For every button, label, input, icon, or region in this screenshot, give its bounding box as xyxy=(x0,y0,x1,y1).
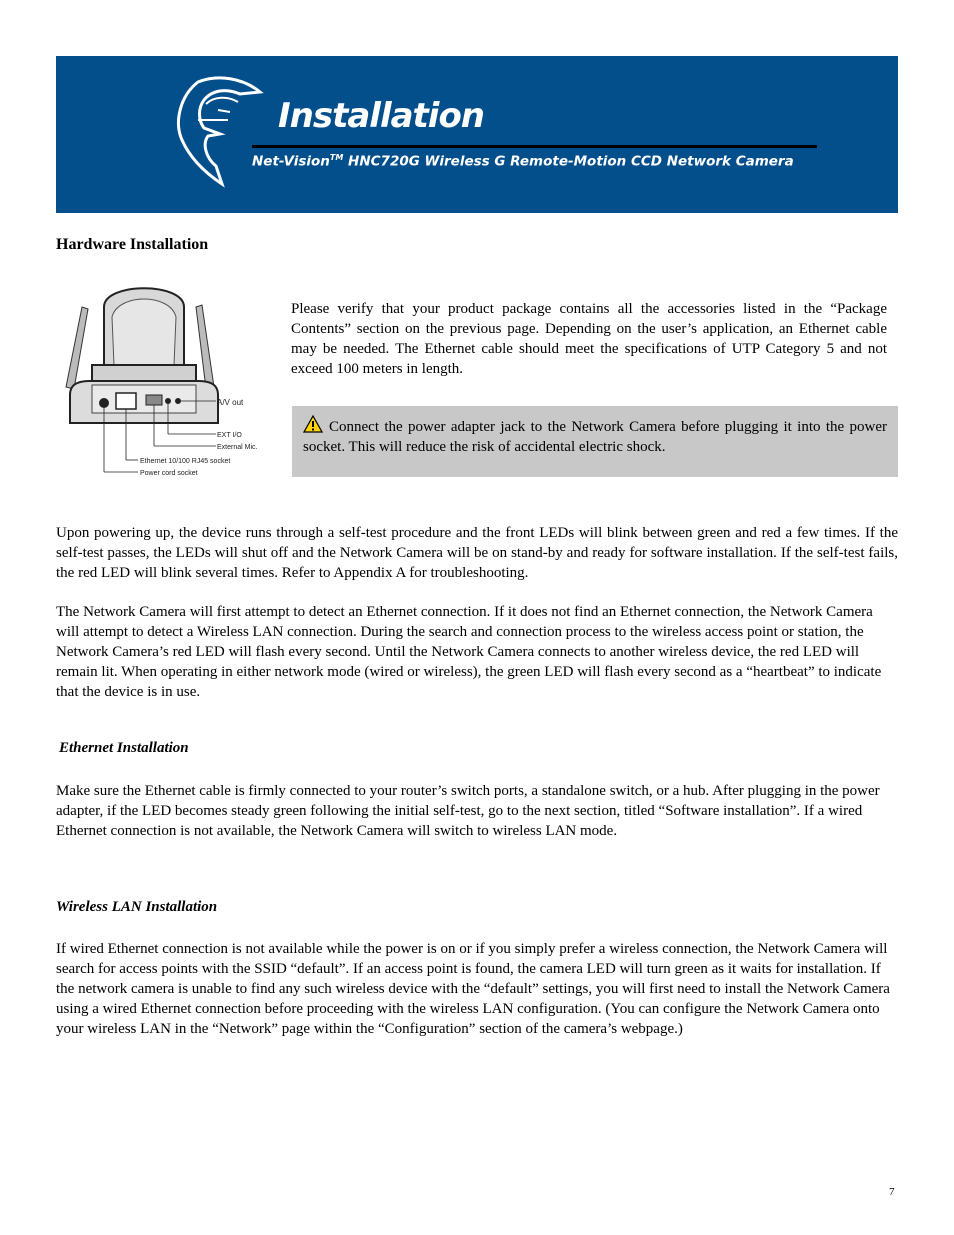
ethernet-installation-paragraph: Make sure the Ethernet cable is firmly connected to your router’s switch ports, a standalone switch, or a hub. After plugging in the power adapter, if the LED becomes steady green following the initial self-test, go to the next section, titled “Software installation”. If a wired Ethernet connection is not available, the Network Camera will switch to wireless LAN mode. xyxy=(56,783,880,839)
camera-rear-panel-diagram xyxy=(56,277,272,483)
brand-name: Net-Vision xyxy=(252,153,330,170)
power-socket-label: Power cord socket xyxy=(140,470,198,477)
banner-subtitle xyxy=(252,153,794,170)
hardware-installation-heading: Hardware Installation xyxy=(56,236,209,253)
wireless-installation-paragraph: If wired Ethernet connection is not available while the power is on or if you simply prefer a wireless connection, the Network Camera will search for access points with the SSID “default”. If an access point is found, the camera LED will turn green as it waits for installation. If the network camera is unable to find any such wireless device with the “default” settings, you will first need to install the Network Camera using a wired Ethernet connection before proceeding with the wireless LAN configuration. (You can configure the Network Camera onto your wireless LAN in the “Network” page within the “Configuration” section of the camera’s webpage.) xyxy=(56,941,890,1037)
eagle-logo-icon xyxy=(168,74,273,189)
trademark-mark: TM xyxy=(329,153,344,162)
self-test-paragraph: Upon powering up, the device runs through a self-test procedure and the front LEDs will blink between green and red a few times. If the self-test passes, the LEDs will shut off and the Network Camera will be on stand-by and ready for software installation. If the self-test fails, the red LED will blink several times. Refer to Appendix A for troubleshooting. xyxy=(56,525,898,581)
external-mic-label: External Mic. xyxy=(217,444,258,451)
page-number: 7 xyxy=(889,1186,895,1198)
wireless-installation-heading: Wireless LAN Installation xyxy=(56,899,218,915)
network-detection-paragraph: The Network Camera will first attempt to detect an Ethernet connection. If it does not find an Ethernet connection, the Network Camera will attempt to detect a Wireless LAN connection. During the search and connection process to the wireless access point or station, the Network Camera’s red LED will flash every second. Until the Network Camera connects to another wireless device, the red LED will remain lit. When operating in either network mode (wired or wireless), the green LED will flash every second as a “heartbeat” to indicate that the device is in use. xyxy=(56,604,882,700)
package-intro-paragraph: Please verify that your product package contains all the accessories listed in the “Package Contents” section on the previous page. Depending on the user’s application, an Ethernet cable may be needed. The Ethernet cable should meet the specifications of UTP Category 5 and not exceed 100 meters in length. xyxy=(291,301,887,377)
header-banner xyxy=(56,56,898,213)
warning-triangle-icon xyxy=(303,415,323,433)
ethernet-installation-heading: Ethernet Installation xyxy=(59,740,189,756)
warning-box xyxy=(292,406,898,477)
banner-title: Installation xyxy=(278,96,485,136)
ext-io-label: EXT I/O xyxy=(217,432,242,439)
banner-rule xyxy=(252,145,817,148)
ethernet-socket-label: Ethernet 10/100 RJ45 socket xyxy=(140,458,231,465)
product-name: HNC720G Wireless G Remote-Motion CCD Network Camera xyxy=(343,153,794,170)
av-out-label: A/V out xyxy=(217,398,244,407)
warning-text: Connect the power adapter jack to the Network Camera before plugging it into the power socket. This will reduce the risk of accidental electric shock. xyxy=(303,419,887,455)
